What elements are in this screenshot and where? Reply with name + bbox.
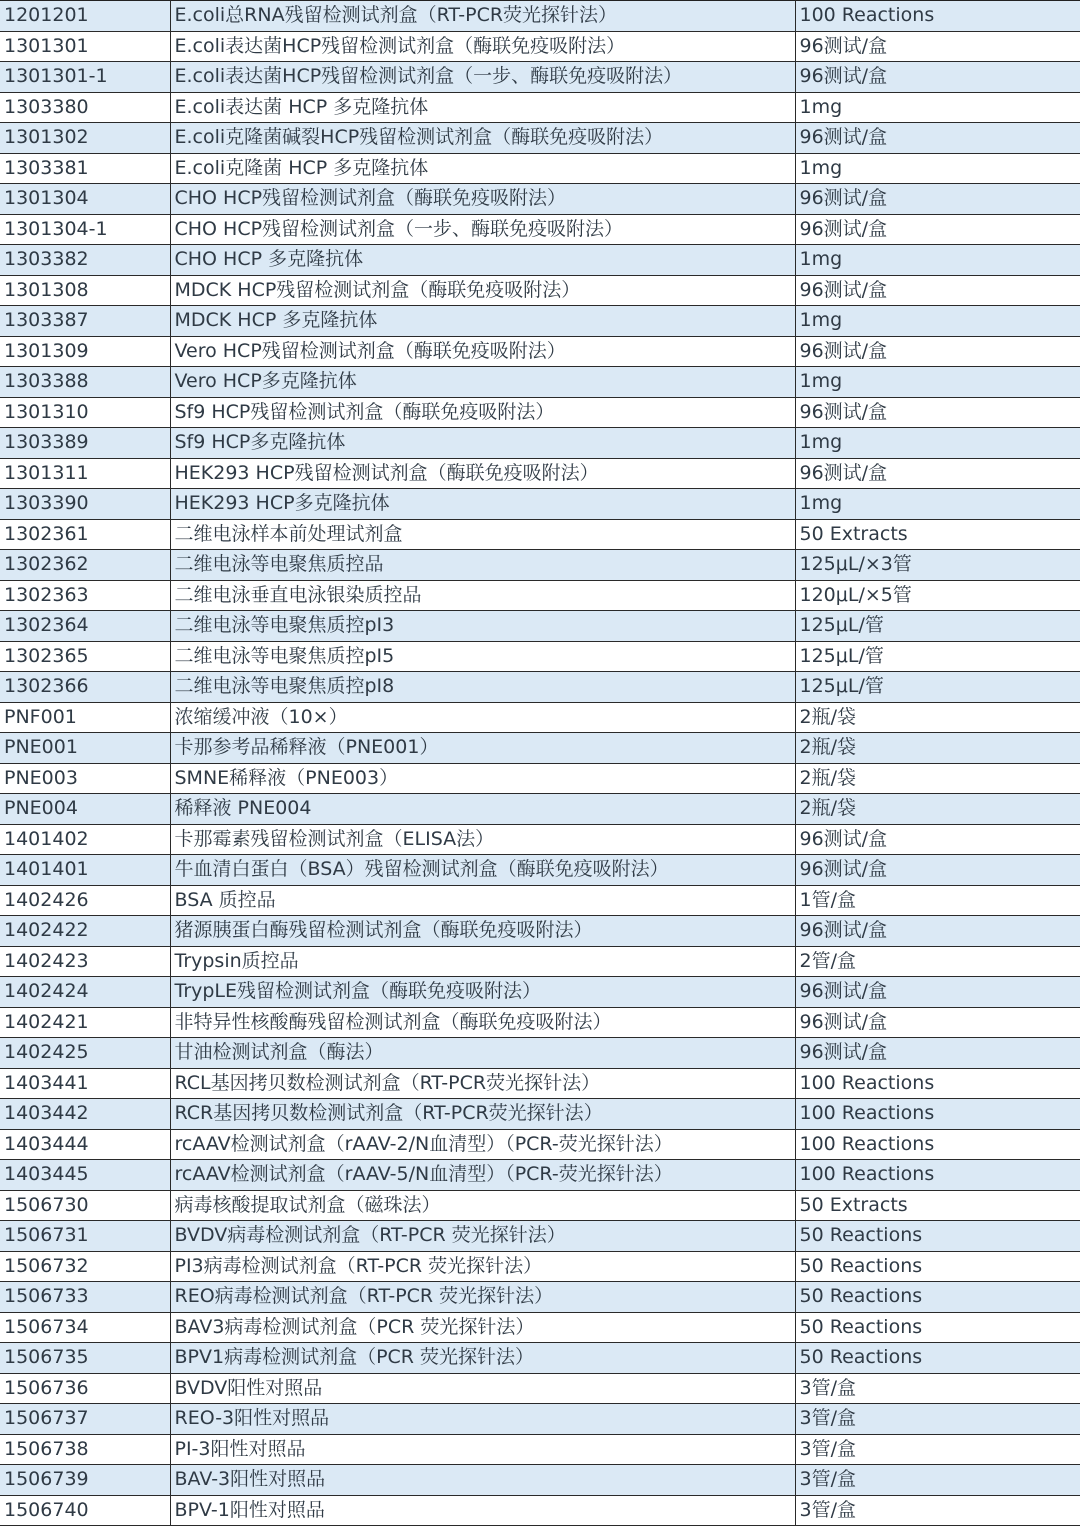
product-name-cell: E.coli表达菌HCP残留检测试剂盒（一步、酶联免疫吸附法） <box>170 62 795 93</box>
product-name-cell: PI3病毒检测试剂盒（RT-PCR 荧光探针法） <box>170 1251 795 1282</box>
product-spec-cell: 96测试/盒 <box>795 977 1080 1008</box>
product-name-cell: 病毒核酸提取试剂盒（磁珠法） <box>170 1190 795 1221</box>
product-code-cell: PNF001 <box>0 702 170 733</box>
product-spec-cell: 1mg <box>795 489 1080 520</box>
product-name-cell: BSA 质控品 <box>170 885 795 916</box>
product-spec-cell: 50 Reactions <box>795 1312 1080 1343</box>
product-code-cell: 1302362 <box>0 550 170 581</box>
table-row <box>0 977 1080 1008</box>
product-spec-cell: 125μL/管 <box>795 641 1080 672</box>
product-name-cell: BAV3病毒检测试剂盒（PCR 荧光探针法） <box>170 1312 795 1343</box>
product-code-cell: 1506732 <box>0 1251 170 1282</box>
product-spec-cell: 3管/盒 <box>795 1434 1080 1465</box>
product-code-cell: 1506734 <box>0 1312 170 1343</box>
product-code-cell: 1301309 <box>0 336 170 367</box>
table-row <box>0 824 1080 855</box>
table-row <box>0 214 1080 245</box>
product-code-cell: 1302361 <box>0 519 170 550</box>
table-row <box>0 367 1080 398</box>
product-code-cell: 1401402 <box>0 824 170 855</box>
product-spec-cell: 100 Reactions <box>795 1 1080 32</box>
product-name-cell: 甘油检测试剂盒（酶法） <box>170 1038 795 1069</box>
product-spec-cell: 3管/盒 <box>795 1373 1080 1404</box>
product-code-cell: 1301302 <box>0 123 170 154</box>
product-spec-cell: 1mg <box>795 245 1080 276</box>
product-name-cell: MDCK HCP残留检测试剂盒（酶联免疫吸附法） <box>170 275 795 306</box>
product-name-cell: rcAAV检测试剂盒（rAAV-2/N血清型）（PCR-荧光探针法） <box>170 1129 795 1160</box>
product-spec-cell: 50 Reactions <box>795 1343 1080 1374</box>
product-code-cell: 1402425 <box>0 1038 170 1069</box>
product-name-cell: 卡那霉素残留检测试剂盒（ELISA法） <box>170 824 795 855</box>
table-row <box>0 885 1080 916</box>
product-name-cell: REO病毒检测试剂盒（RT-PCR 荧光探针法） <box>170 1282 795 1313</box>
product-code-cell: 1301304-1 <box>0 214 170 245</box>
product-code-cell: 1506738 <box>0 1434 170 1465</box>
product-code-cell: 1401401 <box>0 855 170 886</box>
product-name-cell: REO-3阳性对照品 <box>170 1404 795 1435</box>
product-spec-cell: 100 Reactions <box>795 1099 1080 1130</box>
product-name-cell: E.coli表达菌 HCP 多克隆抗体 <box>170 92 795 123</box>
product-code-cell: 1506735 <box>0 1343 170 1374</box>
table-row <box>0 1404 1080 1435</box>
product-spec-cell: 125μL/×3管 <box>795 550 1080 581</box>
table-row <box>0 1129 1080 1160</box>
table-row <box>0 306 1080 337</box>
product-spec-cell: 125μL/管 <box>795 611 1080 642</box>
table-row <box>0 1099 1080 1130</box>
product-spec-cell: 2管/盒 <box>795 946 1080 977</box>
table-row <box>0 1343 1080 1374</box>
product-name-cell: Vero HCP残留检测试剂盒（酶联免疫吸附法） <box>170 336 795 367</box>
product-name-cell: 二维电泳等电聚焦质控品 <box>170 550 795 581</box>
product-spec-cell: 96测试/盒 <box>795 336 1080 367</box>
product-spec-cell: 50 Reactions <box>795 1221 1080 1252</box>
table-row <box>0 489 1080 520</box>
product-spec-cell: 2瓶/袋 <box>795 702 1080 733</box>
product-code-cell: 1402421 <box>0 1007 170 1038</box>
product-spec-cell: 96测试/盒 <box>795 1007 1080 1038</box>
product-code-cell: 1506737 <box>0 1404 170 1435</box>
product-code-cell: 1201201 <box>0 1 170 32</box>
product-spec-cell: 50 Extracts <box>795 519 1080 550</box>
product-name-cell: Sf9 HCP多克隆抗体 <box>170 428 795 459</box>
product-spec-cell: 96测试/盒 <box>795 397 1080 428</box>
product-name-cell: 猪源胰蛋白酶残留检测试剂盒（酶联免疫吸附法） <box>170 916 795 947</box>
product-spec-cell: 1mg <box>795 428 1080 459</box>
product-name-cell: 浓缩缓冲液（10×） <box>170 702 795 733</box>
product-spec-cell: 96测试/盒 <box>795 824 1080 855</box>
product-name-cell: RCL基因拷贝数检测试剂盒（RT-PCR荧光探针法） <box>170 1068 795 1099</box>
table-row <box>0 580 1080 611</box>
product-code-cell: 1402423 <box>0 946 170 977</box>
table-row <box>0 62 1080 93</box>
product-spec-cell: 100 Reactions <box>795 1068 1080 1099</box>
product-spec-cell: 96测试/盒 <box>795 184 1080 215</box>
product-code-cell: 1303380 <box>0 92 170 123</box>
product-name-cell: 二维电泳等电聚焦质控pI8 <box>170 672 795 703</box>
table-row <box>0 245 1080 276</box>
table-row <box>0 184 1080 215</box>
table-row <box>0 458 1080 489</box>
product-spec-cell: 1mg <box>795 306 1080 337</box>
product-code-cell: 1506740 <box>0 1495 170 1526</box>
product-spec-cell: 3管/盒 <box>795 1404 1080 1435</box>
product-code-cell: 1402424 <box>0 977 170 1008</box>
table-row <box>0 916 1080 947</box>
product-name-cell: CHO HCP残留检测试剂盒（一步、酶联免疫吸附法） <box>170 214 795 245</box>
product-name-cell: BPV-1阳性对照品 <box>170 1495 795 1526</box>
table-row <box>0 1312 1080 1343</box>
product-spec-cell: 100 Reactions <box>795 1160 1080 1191</box>
product-name-cell: 稀释液 PNE004 <box>170 794 795 825</box>
table-row <box>0 1221 1080 1252</box>
table-row <box>0 855 1080 886</box>
product-name-cell: Vero HCP多克隆抗体 <box>170 367 795 398</box>
product-spec-cell: 3管/盒 <box>795 1495 1080 1526</box>
table-row <box>0 641 1080 672</box>
product-spec-cell: 96测试/盒 <box>795 31 1080 62</box>
table-row <box>0 794 1080 825</box>
table-row <box>0 428 1080 459</box>
product-name-cell: RCR基因拷贝数检测试剂盒（RT-PCR荧光探针法） <box>170 1099 795 1130</box>
product-spec-cell: 96测试/盒 <box>795 855 1080 886</box>
product-spec-cell: 1mg <box>795 153 1080 184</box>
product-spec-cell: 2瓶/袋 <box>795 794 1080 825</box>
product-code-cell: PNE004 <box>0 794 170 825</box>
table-row <box>0 672 1080 703</box>
product-spec-cell: 96测试/盒 <box>795 62 1080 93</box>
product-code-cell: 1403445 <box>0 1160 170 1191</box>
product-name-cell: MDCK HCP 多克隆抗体 <box>170 306 795 337</box>
table-row <box>0 1373 1080 1404</box>
product-name-cell: HEK293 HCP残留检测试剂盒（酶联免疫吸附法） <box>170 458 795 489</box>
product-code-cell: 1303389 <box>0 428 170 459</box>
product-name-cell: PI-3阳性对照品 <box>170 1434 795 1465</box>
table-row <box>0 1465 1080 1496</box>
product-code-cell: 1301301 <box>0 31 170 62</box>
product-code-cell: 1403444 <box>0 1129 170 1160</box>
table-row <box>0 1068 1080 1099</box>
product-spec-cell: 1管/盒 <box>795 885 1080 916</box>
table-row <box>0 550 1080 581</box>
table-row <box>0 1007 1080 1038</box>
product-name-cell: BAV-3阳性对照品 <box>170 1465 795 1496</box>
product-name-cell: 非特异性核酸酶残留检测试剂盒（酶联免疫吸附法） <box>170 1007 795 1038</box>
product-name-cell: E.coli总RNA残留检测试剂盒（RT-PCR荧光探针法） <box>170 1 795 32</box>
product-spec-cell: 120μL/×5管 <box>795 580 1080 611</box>
product-code-cell: 1302363 <box>0 580 170 611</box>
product-name-cell: HEK293 HCP多克隆抗体 <box>170 489 795 520</box>
product-name-cell: CHO HCP残留检测试剂盒（酶联免疫吸附法） <box>170 184 795 215</box>
product-code-cell: 1506730 <box>0 1190 170 1221</box>
product-spec-cell: 125μL/管 <box>795 672 1080 703</box>
product-code-cell: 1506736 <box>0 1373 170 1404</box>
product-code-cell: 1301304 <box>0 184 170 215</box>
product-code-cell: 1303390 <box>0 489 170 520</box>
product-name-cell: BVDV阳性对照品 <box>170 1373 795 1404</box>
product-code-cell: 1403442 <box>0 1099 170 1130</box>
product-spec-cell: 50 Reactions <box>795 1282 1080 1313</box>
table-row <box>0 763 1080 794</box>
product-name-cell: BVDV病毒检测试剂盒（RT-PCR 荧光探针法） <box>170 1221 795 1252</box>
table-row <box>0 1160 1080 1191</box>
product-spec-cell: 100 Reactions <box>795 1129 1080 1160</box>
table-row <box>0 1434 1080 1465</box>
product-table-body <box>0 1 1080 1526</box>
product-code-cell: 1302364 <box>0 611 170 642</box>
product-spec-cell: 1mg <box>795 92 1080 123</box>
table-row <box>0 123 1080 154</box>
table-row <box>0 733 1080 764</box>
product-spec-cell: 50 Reactions <box>795 1251 1080 1282</box>
product-name-cell: 牛血清白蛋白（BSA）残留检测试剂盒（酶联免疫吸附法） <box>170 855 795 886</box>
table-row <box>0 519 1080 550</box>
product-name-cell: 卡那参考品稀释液（PNE001） <box>170 733 795 764</box>
product-name-cell: rcAAV检测试剂盒（rAAV-5/N血清型）（PCR-荧光探针法） <box>170 1160 795 1191</box>
product-name-cell: E.coli克隆菌碱裂HCP残留检测试剂盒（酶联免疫吸附法） <box>170 123 795 154</box>
product-code-cell: 1506731 <box>0 1221 170 1252</box>
product-code-cell: 1506733 <box>0 1282 170 1313</box>
product-code-cell: 1303382 <box>0 245 170 276</box>
table-row <box>0 1251 1080 1282</box>
table-row <box>0 946 1080 977</box>
table-row <box>0 397 1080 428</box>
table-row <box>0 611 1080 642</box>
product-code-cell: 1303388 <box>0 367 170 398</box>
product-spec-cell: 96测试/盒 <box>795 275 1080 306</box>
product-name-cell: TrypLE残留检测试剂盒（酶联免疫吸附法） <box>170 977 795 1008</box>
product-code-cell: 1301301-1 <box>0 62 170 93</box>
product-code-cell: 1301308 <box>0 275 170 306</box>
product-name-cell: Sf9 HCP残留检测试剂盒（酶联免疫吸附法） <box>170 397 795 428</box>
table-row <box>0 1282 1080 1313</box>
product-name-cell: CHO HCP 多克隆抗体 <box>170 245 795 276</box>
table-row <box>0 702 1080 733</box>
product-spec-cell: 96测试/盒 <box>795 1038 1080 1069</box>
table-row <box>0 153 1080 184</box>
product-spec-cell: 96测试/盒 <box>795 458 1080 489</box>
product-name-cell: 二维电泳等电聚焦质控pI5 <box>170 641 795 672</box>
product-code-cell: 1302365 <box>0 641 170 672</box>
product-name-cell: 二维电泳样本前处理试剂盒 <box>170 519 795 550</box>
product-code-cell: 1506739 <box>0 1465 170 1496</box>
table-row <box>0 275 1080 306</box>
product-name-cell: E.coli克隆菌 HCP 多克隆抗体 <box>170 153 795 184</box>
product-code-cell: 1301310 <box>0 397 170 428</box>
product-code-cell: 1402422 <box>0 916 170 947</box>
product-name-cell: 二维电泳垂直电泳银染质控品 <box>170 580 795 611</box>
product-name-cell: E.coli表达菌HCP残留检测试剂盒（酶联免疫吸附法） <box>170 31 795 62</box>
table-row <box>0 31 1080 62</box>
table-row <box>0 92 1080 123</box>
product-spec-cell: 96测试/盒 <box>795 214 1080 245</box>
table-row <box>0 336 1080 367</box>
product-code-cell: 1303387 <box>0 306 170 337</box>
product-spec-cell: 50 Extracts <box>795 1190 1080 1221</box>
product-name-cell: 二维电泳等电聚焦质控pI3 <box>170 611 795 642</box>
product-spec-cell: 2瓶/袋 <box>795 763 1080 794</box>
product-spec-cell: 3管/盒 <box>795 1465 1080 1496</box>
table-row <box>0 1 1080 32</box>
product-code-cell: PNE003 <box>0 763 170 794</box>
product-code-cell: PNE001 <box>0 733 170 764</box>
product-spec-cell: 96测试/盒 <box>795 916 1080 947</box>
product-spec-cell: 2瓶/袋 <box>795 733 1080 764</box>
product-code-cell: 1402426 <box>0 885 170 916</box>
product-code-cell: 1403441 <box>0 1068 170 1099</box>
product-name-cell: BPV1病毒检测试剂盒（PCR 荧光探针法） <box>170 1343 795 1374</box>
product-spec-cell: 96测试/盒 <box>795 123 1080 154</box>
product-name-cell: Trypsin质控品 <box>170 946 795 977</box>
table-row <box>0 1190 1080 1221</box>
table-row <box>0 1495 1080 1526</box>
product-code-cell: 1302366 <box>0 672 170 703</box>
product-spec-cell: 1mg <box>795 367 1080 398</box>
table-row <box>0 1038 1080 1069</box>
product-code-cell: 1301311 <box>0 458 170 489</box>
product-code-cell: 1303381 <box>0 153 170 184</box>
product-name-cell: SMNE稀释液（PNE003） <box>170 763 795 794</box>
